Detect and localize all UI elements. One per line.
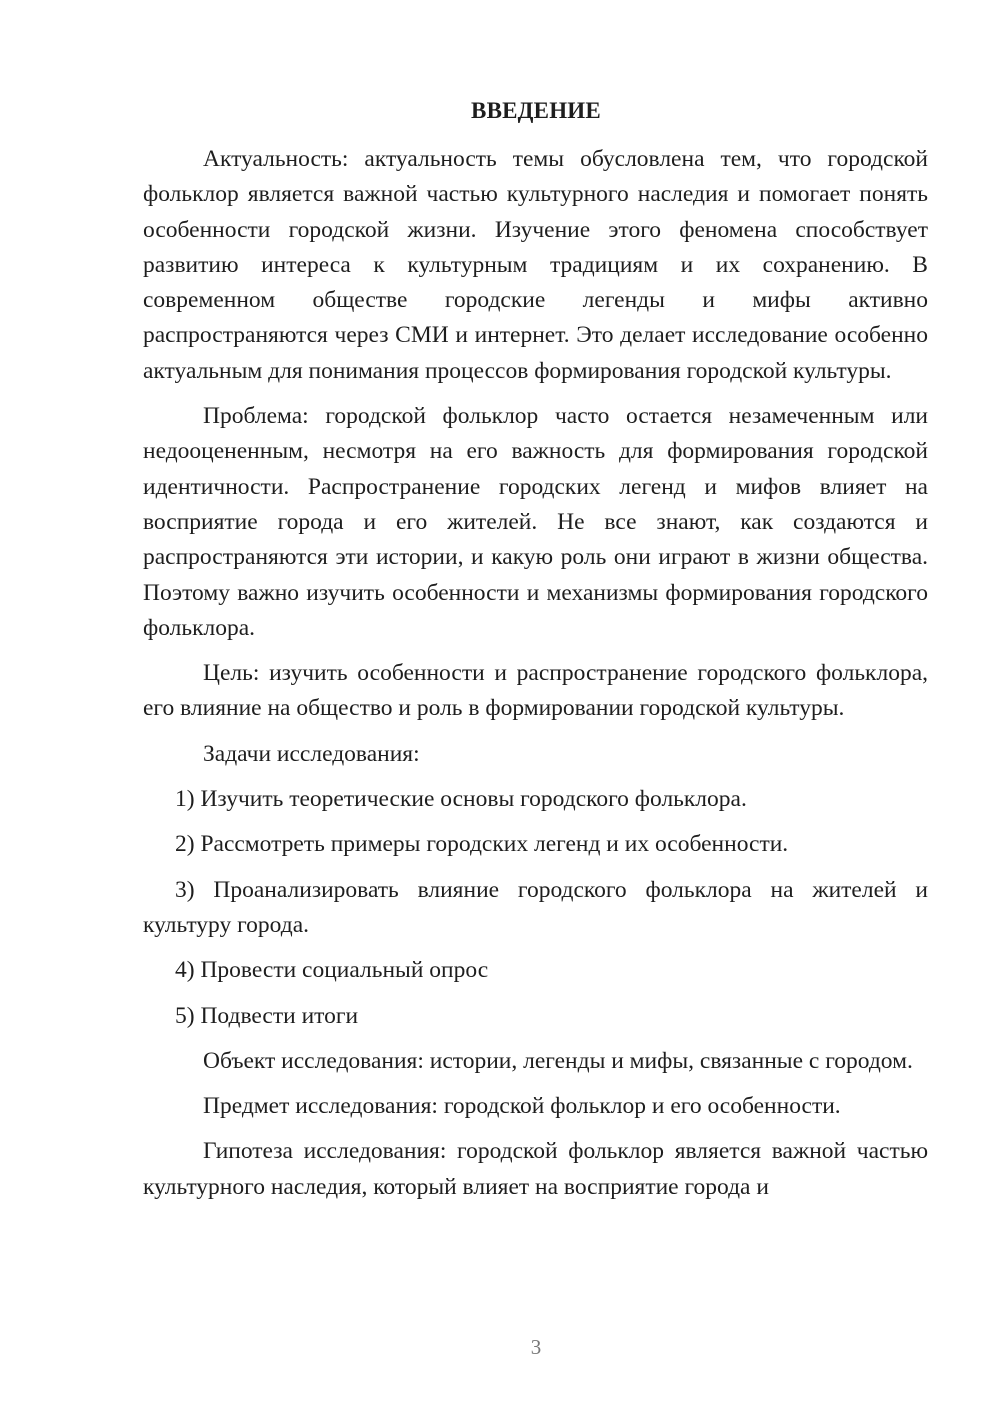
- page-number: 3: [530, 1335, 542, 1359]
- paragraph-goal: Цель: изучить особенности и распространение городского фольклора, его влияние на общество и роль в формировании городской культуры.: [143, 660, 928, 722]
- paragraph-hypothesis: Гипотеза исследования: городской фольклор является важной частью культурного наследия, который влияет на восприятие города и: [143, 1138, 928, 1200]
- document-body: [143, 142, 928, 1205]
- paragraph-relevance: Актуальность: актуальность темы обусловлена тем, что городской фольклор является важной частью культурного наследия и помогает понять особенности городской жизни. Изучение этого феномена способствует развитию интереса к культурным традициям и их сохранению. В современном обществе городские легенды и мифы активно распространяются через СМИ и интернет. Это делает исследование особенно актуальным для понимания процессов формирования городской культуры.: [143, 146, 928, 384]
- task-item: 5) Подвести итоги: [175, 1002, 359, 1029]
- tasks-title: Задачи исследования:: [203, 740, 420, 767]
- paragraph-subject: Предмет исследования: городской фольклор и его особенности.: [203, 1093, 841, 1120]
- task-item: 1) Изучить теоретические основы городского фольклора.: [175, 786, 747, 813]
- task-item: 3) Проанализировать влияние городского фольклора на жителей и культуру города.: [143, 876, 928, 938]
- paragraph-object: Объект исследования: истории, легенды и мифы, связанные с городом.: [203, 1047, 913, 1074]
- task-item: 4) Провести социальный опрос: [175, 957, 489, 984]
- task-item: 2) Рассмотреть примеры городских легенд и их особенности.: [175, 831, 789, 858]
- section-heading: ВВЕДЕНИЕ: [471, 98, 601, 123]
- paragraph-problem: Проблема: городской фольклор часто остается незамеченным или недооцененным, несмотря на его важность для формирования городской идентичности. Распространение городских легенд и мифов влияет на восприятие города и его жителей. Не все знают, как создаются и распространяются эти истории, и какую роль они играют в жизни общества. Поэтому важно изучить особенности и механизмы формирования городского фольклора.: [143, 403, 928, 641]
